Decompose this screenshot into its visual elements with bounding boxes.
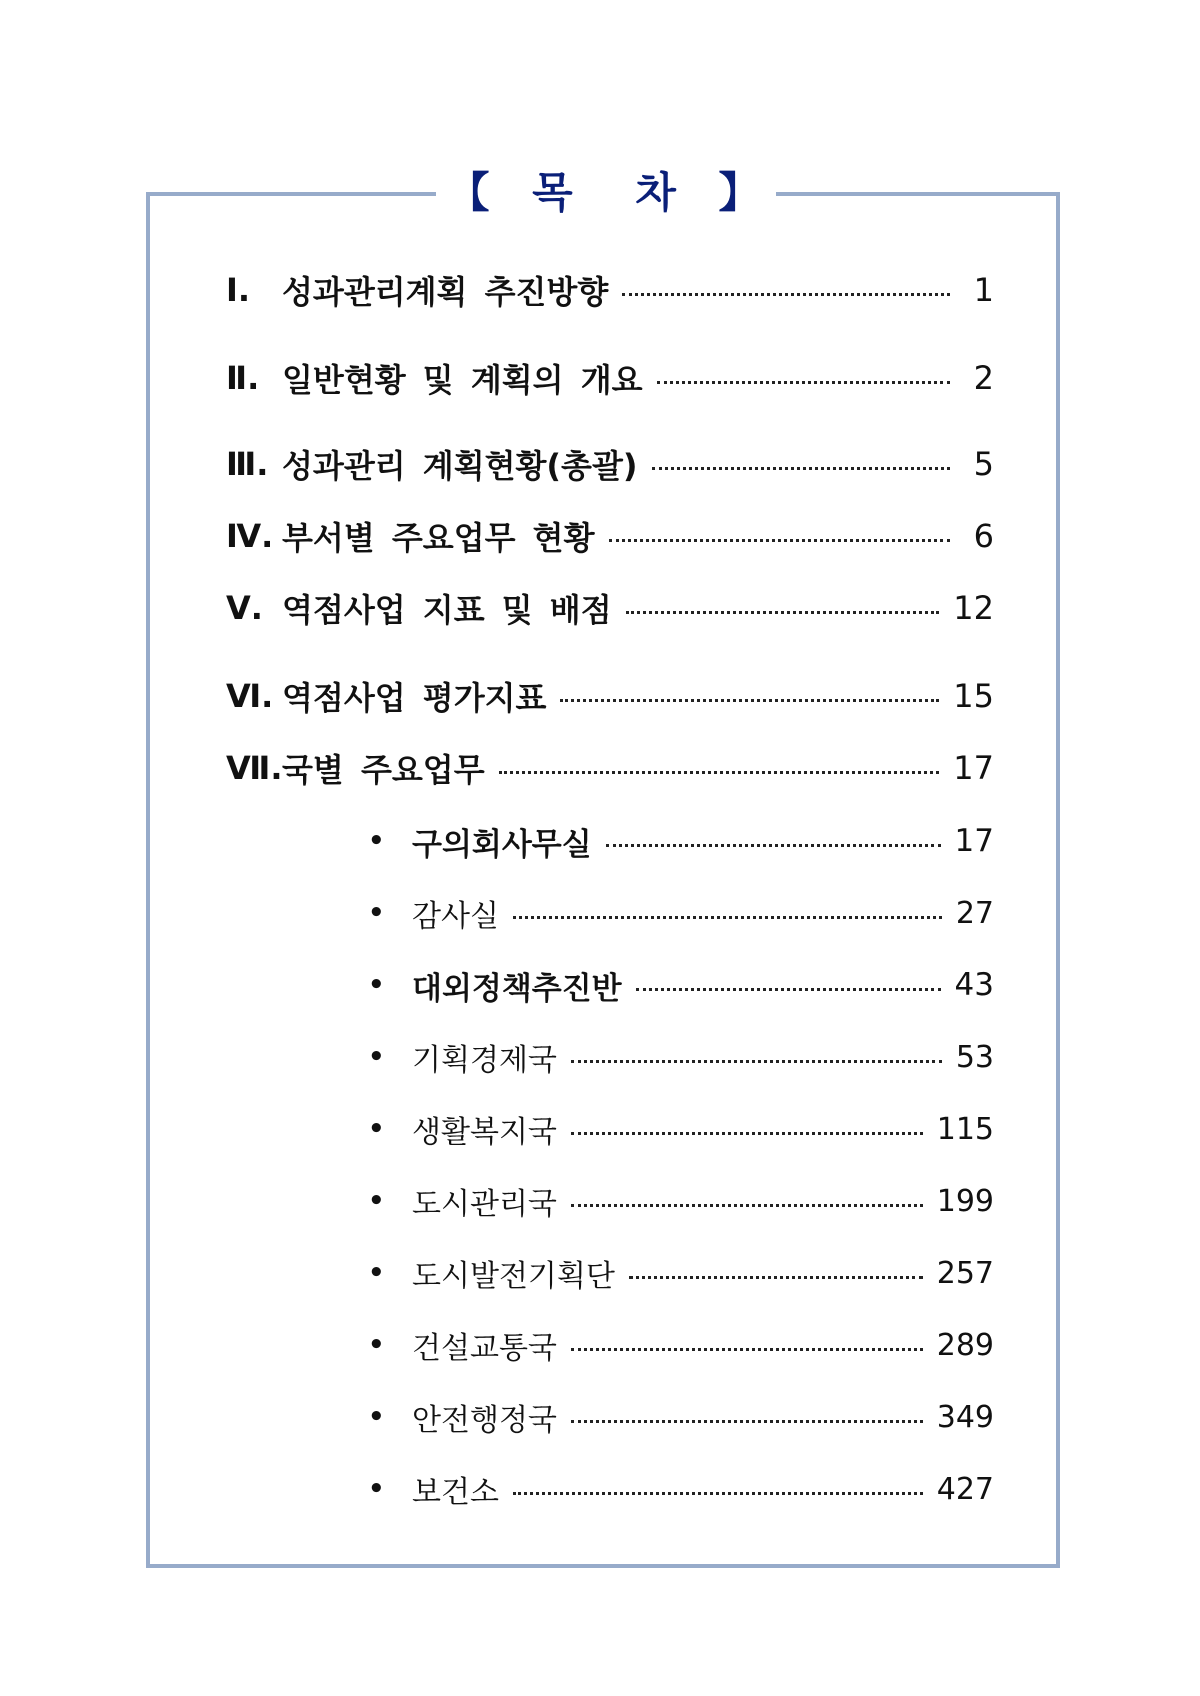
toc-page-number: 2 <box>973 359 994 397</box>
dot-leader <box>652 467 950 470</box>
toc-page-number: 17 <box>953 749 994 787</box>
bullet-icon: • <box>368 826 385 856</box>
dot-leader <box>622 293 950 296</box>
toc-page-number: 12 <box>953 589 994 627</box>
dot-leader <box>499 771 940 774</box>
toc-main-item-4[interactable] <box>226 508 994 564</box>
toc-sub-item-10[interactable] <box>368 1461 994 1517</box>
toc-sub-item-3[interactable] <box>368 957 994 1013</box>
toc-numeral: Ⅲ. <box>226 445 269 483</box>
toc-title <box>436 158 776 228</box>
dot-leader <box>629 1276 923 1279</box>
toc-page-number: 53 <box>955 1039 994 1075</box>
toc-sub-item-2[interactable] <box>368 885 994 941</box>
bullet-icon: • <box>368 970 385 1000</box>
toc-label: 안전행정국 <box>412 1403 557 1438</box>
bullet-icon: • <box>368 1330 385 1360</box>
toc-label: 국별 주요업무 <box>282 751 485 789</box>
bullet-icon: • <box>368 1114 385 1144</box>
toc-sub-item-1[interactable] <box>368 813 994 869</box>
toc-numeral: Ⅵ. <box>226 677 274 715</box>
toc-numeral: Ⅳ. <box>226 517 274 555</box>
toc-label: 구의회사무실 <box>412 826 592 863</box>
toc-label: 역점사업 평가지표 <box>282 679 547 717</box>
dot-leader <box>657 381 950 384</box>
toc-label: 건설교통국 <box>412 1331 557 1366</box>
title-close-bracket: 】 <box>718 168 765 217</box>
bullet-icon: • <box>368 898 385 928</box>
toc-label: 보건소 <box>412 1475 499 1510</box>
toc-main-item-2[interactable] <box>226 350 994 406</box>
toc-sub-item-7[interactable] <box>368 1245 994 1301</box>
dot-leader <box>513 1492 923 1495</box>
dot-leader <box>513 916 942 919</box>
bullet-icon: • <box>368 1258 385 1288</box>
dot-leader <box>626 611 940 614</box>
toc-label: 성과관리계획 추진방향 <box>282 273 609 311</box>
toc-label: 도시발전기획단 <box>412 1259 615 1294</box>
toc-label: 부서별 주요업무 현황 <box>282 519 595 557</box>
toc-page-number: 43 <box>954 967 994 1003</box>
toc-label: 생활복지국 <box>412 1115 557 1150</box>
dot-leader <box>606 844 941 847</box>
dot-leader <box>571 1204 923 1207</box>
toc-numeral: Ⅴ. <box>226 589 263 627</box>
toc-page-number: 5 <box>973 445 994 483</box>
dot-leader <box>609 539 951 542</box>
dot-leader <box>560 699 939 702</box>
toc-main-item-7[interactable] <box>226 740 994 796</box>
bullet-icon: • <box>368 1474 385 1504</box>
dot-leader <box>571 1132 923 1135</box>
title-char-2: 차 <box>635 168 680 217</box>
toc-page-number: 27 <box>955 895 994 931</box>
toc-page-number: 17 <box>954 823 994 859</box>
toc-page-number: 199 <box>936 1183 994 1219</box>
toc-main-item-5[interactable] <box>226 580 994 636</box>
toc-sub-item-9[interactable] <box>368 1389 994 1445</box>
toc-page-number: 115 <box>936 1111 994 1147</box>
toc-sub-item-6[interactable] <box>368 1173 994 1229</box>
toc-page-number: 1 <box>973 271 994 309</box>
title-char-1: 목 <box>532 168 577 217</box>
bullet-icon: • <box>368 1042 385 1072</box>
toc-sub-item-8[interactable] <box>368 1317 994 1373</box>
toc-sub-item-5[interactable] <box>368 1101 994 1157</box>
dot-leader <box>571 1420 923 1423</box>
title-open-bracket: 【 <box>447 168 494 217</box>
toc-label: 역점사업 지표 및 배점 <box>282 591 612 629</box>
toc-label: 성과관리 계획현황(총괄) <box>282 447 638 485</box>
toc-label: 감사실 <box>412 899 499 934</box>
dot-leader <box>571 1348 923 1351</box>
toc-page-number: 6 <box>973 517 994 555</box>
dot-leader <box>636 988 941 991</box>
toc-main-item-3[interactable] <box>226 436 994 492</box>
toc-main-item-6[interactable] <box>226 668 994 724</box>
toc-page-number: 289 <box>936 1327 994 1363</box>
toc-main-item-1[interactable] <box>226 262 994 318</box>
toc-page-number: 349 <box>936 1399 994 1435</box>
toc-numeral: Ⅱ. <box>226 359 260 397</box>
toc-label: 기획경제국 <box>412 1043 557 1078</box>
toc-page-number: 427 <box>936 1471 994 1507</box>
toc-sub-item-4[interactable] <box>368 1029 994 1085</box>
dot-leader <box>571 1060 942 1063</box>
bullet-icon: • <box>368 1186 385 1216</box>
toc-label: 도시관리국 <box>412 1187 557 1222</box>
toc-page-number: 15 <box>953 677 994 715</box>
bullet-icon: • <box>368 1402 385 1432</box>
toc-numeral: Ⅰ. <box>226 271 251 309</box>
toc-label: 대외정책추진반 <box>412 970 622 1007</box>
toc-page-number: 257 <box>936 1255 994 1291</box>
toc-label: 일반현황 및 계획의 개요 <box>282 361 643 399</box>
toc-numeral: Ⅶ. <box>226 749 283 787</box>
